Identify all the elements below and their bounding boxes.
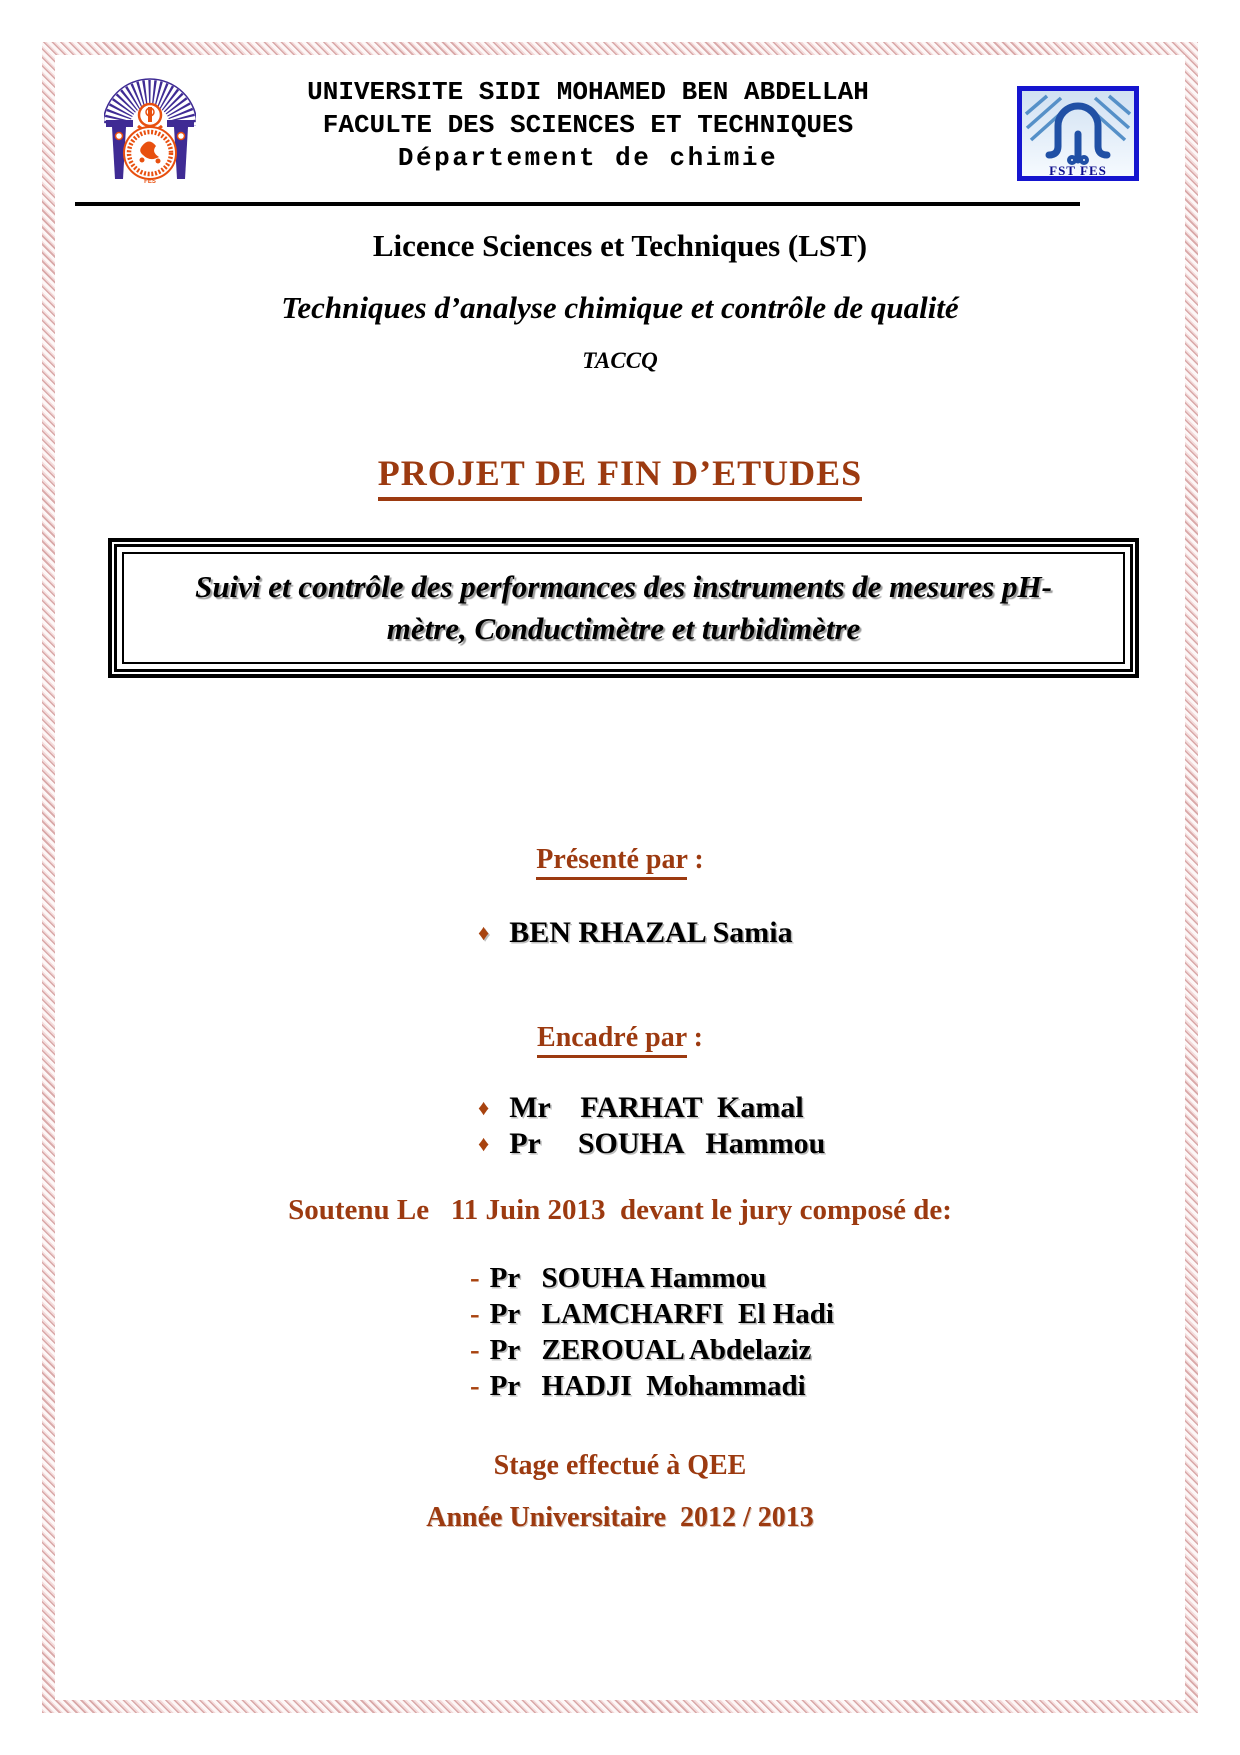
department-name: Département de chimie [397,143,779,173]
svg-text:FES: FES [144,179,156,185]
supervisor-item [478,1090,825,1126]
supervisors-list [478,1090,825,1162]
fst-fes-logo [1017,86,1139,181]
dash-bullet: - [470,1370,480,1402]
track-acronym: TACCQ [582,348,658,373]
subject-line-2: mètre, Conductimètre et turbidimètre [386,611,861,646]
jury-member-name: Pr ZEROUAL Abdelaziz [489,1334,812,1366]
jury-member-name: Pr HADJI Mohammadi [489,1370,806,1402]
jury-member-row [470,1368,834,1404]
presented-by-heading: Présenté par : [55,844,1185,876]
faculty-name: FACULTE DES SCIENCES ET TECHNIQUES [322,110,854,140]
report-type-title [55,452,1185,501]
author-line [478,916,793,950]
report-type-text: PROJET DE FIN D’ETUDES [378,452,862,501]
crest-left-capital [106,120,133,127]
jury-member-row [470,1296,834,1332]
jury-member-name: Pr LAMCHARFI El Hadi [489,1298,834,1330]
university-name: UNIVERSITE SIDI MOHAMED BEN ABDELLAH [307,77,869,107]
supervised-by-heading: Encadré par : [55,1022,1185,1054]
subject-box [108,538,1139,678]
supervisor-name: Mr FARHAT Kamal [509,1091,804,1124]
dash-bullet: - [470,1298,480,1330]
supervisor-item [478,1126,825,1162]
defense-statement: Soutenu Le 11 Juin 2013 devant le jury composé de: [288,1194,952,1226]
diamond-bullet-icon: ♦ [478,1095,490,1120]
degree-title: Licence Sciences et Techniques (LST) [372,228,868,263]
jury-member-row [470,1260,834,1296]
diamond-bullet-icon: ♦ [478,1131,490,1156]
fst-logo-caption: FST FES [1049,163,1107,178]
track-title: Techniques d’analyse chimique et contrôle de qualité [281,290,959,325]
university-crest-logo [104,68,196,188]
academic-year: Année Universitaire 2012 / 2013 [426,1502,814,1533]
dash-bullet: - [470,1334,480,1366]
header-divider-line [75,202,1080,206]
author-name: BEN RHAZAL Samia [509,916,793,949]
jury-member-row [470,1332,834,1368]
supervisor-name: Pr SOUHA Hammou [509,1127,826,1160]
header-block [268,76,908,175]
diamond-bullet-icon: ♦ [478,920,490,945]
jury-member-name: Pr SOUHA Hammou [489,1262,767,1294]
crest-right-capital [167,120,194,127]
subject-line-1: Suivi et contrôle des performances des instruments de mesures pH- [195,569,1052,604]
jury-list [470,1260,834,1404]
internship-location: Stage effectué à QEE [493,1450,747,1481]
dash-bullet: - [470,1262,480,1294]
